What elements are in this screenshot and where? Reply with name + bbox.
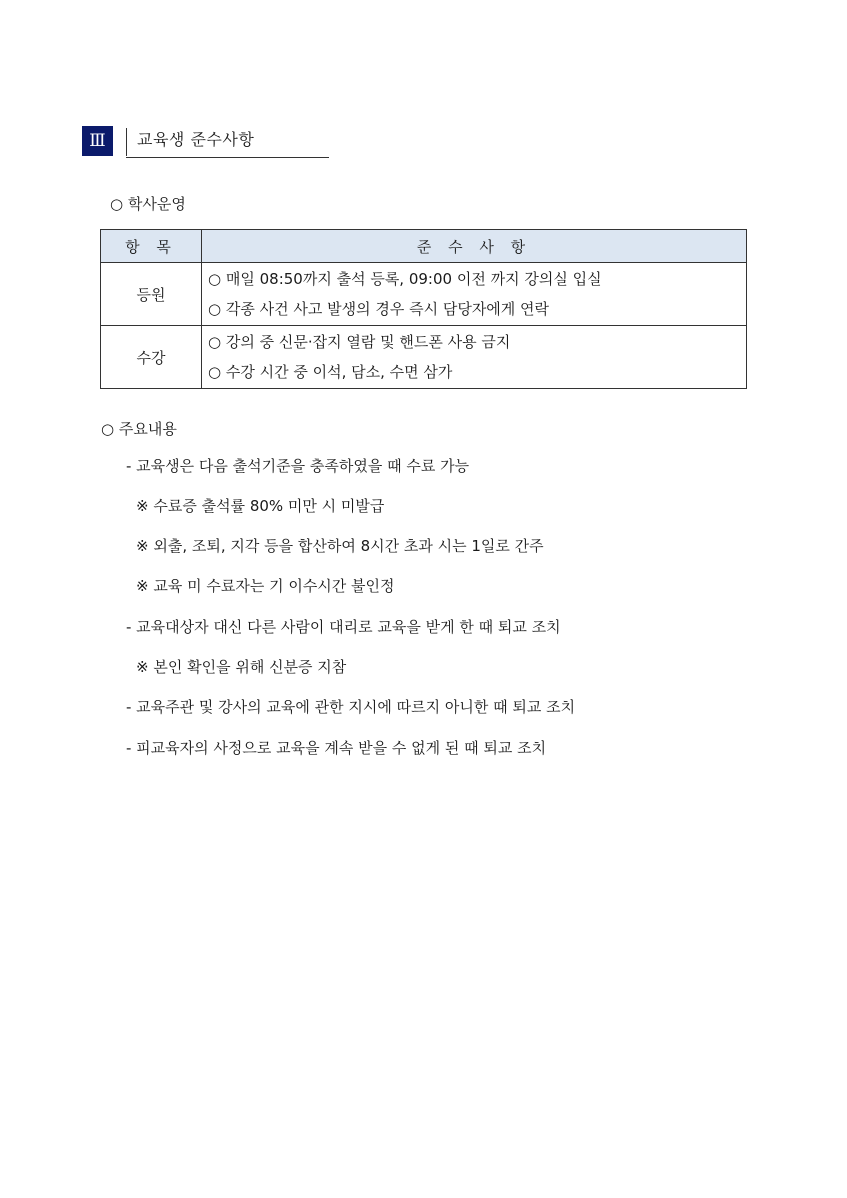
- table-header-item: 항 목: [101, 230, 202, 263]
- table-row-details: [202, 263, 747, 326]
- table-row-details: [202, 326, 747, 389]
- list-item-note: ※ 본인 확인을 위해 신분증 지참: [136, 658, 347, 676]
- table-detail-line: ○ 수강 시간 중 이석, 담소, 수면 삼가: [208, 363, 453, 381]
- list-item: - 교육주관 및 강사의 교육에 관한 지시에 따르지 아니한 때 퇴교 조치: [126, 698, 576, 716]
- header-underline: [126, 157, 329, 158]
- table-detail-line: ○ 강의 중 신문·잡지 열람 및 핸드폰 사용 금지: [208, 333, 511, 351]
- table-detail-line: ○ 각종 사건 사고 발생의 경우 즉시 담당자에게 연락: [208, 300, 550, 318]
- list-item-note: ※ 교육 미 수료자는 기 이수시간 불인정: [136, 577, 395, 595]
- table-row: [101, 326, 747, 389]
- list-item-note: ※ 수료증 출석률 80% 미만 시 미발급: [136, 497, 385, 515]
- table-row-item: 수강: [101, 326, 202, 389]
- table-header-row: [101, 230, 747, 263]
- section-title: 교육생 준수사항: [137, 130, 255, 149]
- table-row: [101, 263, 747, 326]
- table-detail-line: ○ 매일 08:50까지 출석 등록, 09:00 이전 까지 강의실 입실: [208, 270, 602, 288]
- header-divider: [126, 128, 127, 156]
- table-header-rules: 준 수 사 항: [202, 230, 747, 263]
- list-item: - 피교육자의 사정으로 교육을 계속 받을 수 없게 된 때 퇴교 조치: [126, 739, 547, 757]
- rules-table: [100, 229, 747, 389]
- academic-heading: ○ 학사운영: [110, 195, 186, 213]
- table-row-item: 등원: [101, 263, 202, 326]
- list-item-note: ※ 외출, 조퇴, 지각 등을 합산하여 8시간 초과 시는 1일로 간주: [136, 537, 544, 555]
- section-header: [82, 126, 329, 158]
- main-content-heading: ○ 주요내용: [101, 420, 177, 438]
- list-item: - 교육대상자 대신 다른 사람이 대리로 교육을 받게 한 때 퇴교 조치: [126, 618, 561, 636]
- list-item: - 교육생은 다음 출석기준을 충족하였을 때 수료 가능: [126, 457, 470, 475]
- section-numeral: Ⅲ: [82, 126, 113, 156]
